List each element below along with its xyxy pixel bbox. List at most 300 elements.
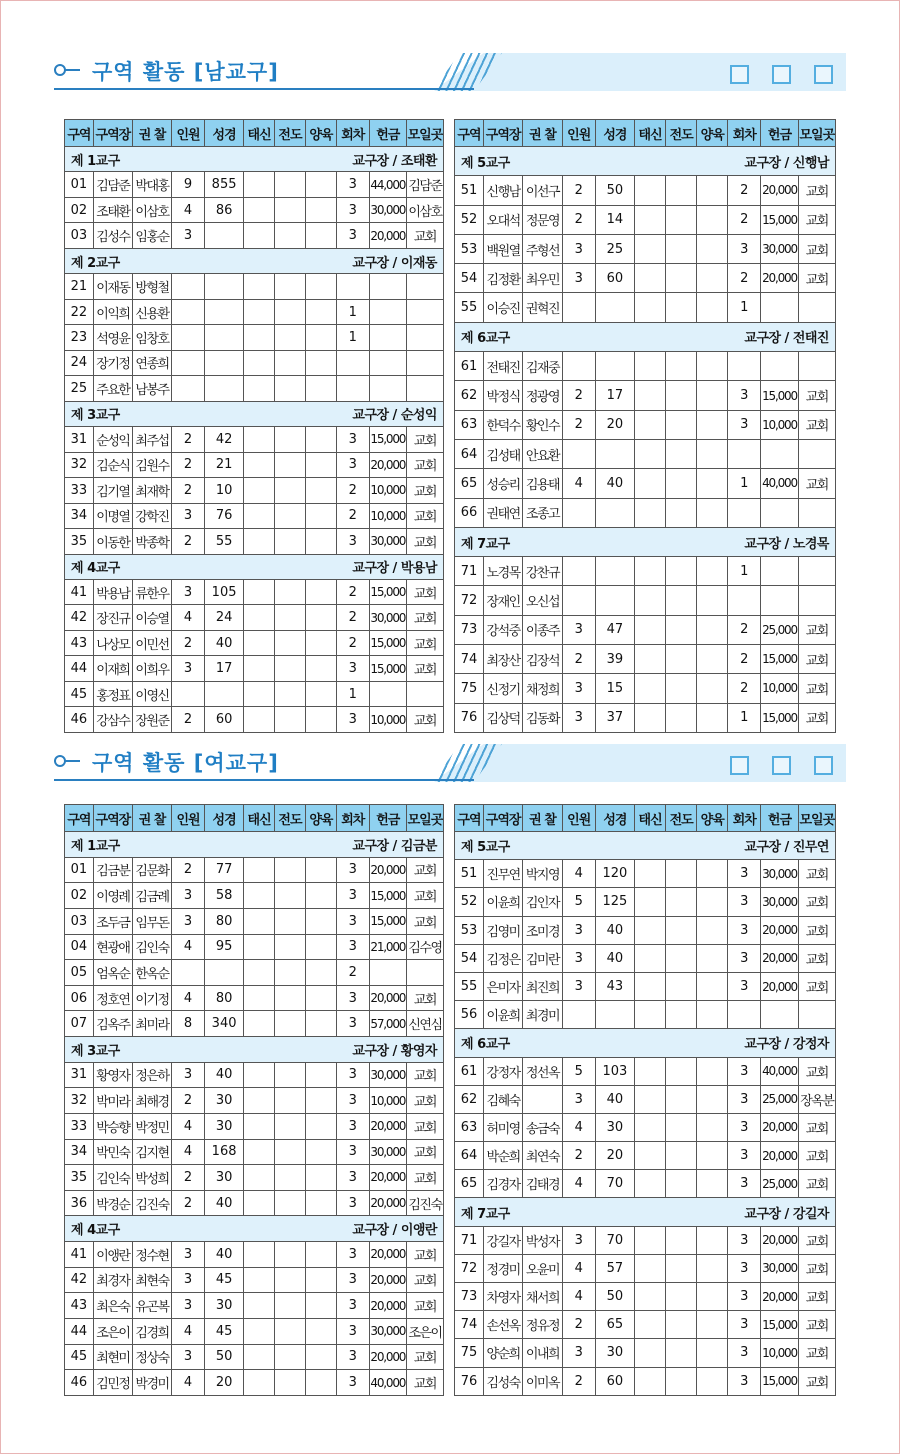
cell-counselor: 임무돈 [132,908,171,934]
cell-area: 71 [455,1226,484,1254]
cell-nurture [305,197,336,222]
cell-bible: 30 [205,1088,244,1114]
cell-members: 3 [562,916,595,944]
cell-nurture [697,645,728,674]
table-row [65,1165,444,1191]
cell-place: 교회 [406,452,443,477]
cell-members: 4 [562,1113,595,1141]
cell-place: 교회 [406,1293,443,1319]
cell-round: 1 [336,299,369,324]
table-men-right [454,119,836,733]
cell-members: 2 [172,529,205,554]
cell-nurture [305,681,336,706]
cell-offering: 15,000 [761,381,798,410]
cell-offering: 30,000 [369,1062,406,1088]
cell-area: 74 [455,1311,484,1339]
cell-area: 06 [65,985,94,1011]
cell-area: 65 [455,1170,484,1198]
cell-bible: 103 [595,1057,634,1085]
cell-nurture [697,1339,728,1367]
cell-evangel [666,674,697,703]
cell-offering: 10,000 [369,503,406,528]
cell-offering: 10,000 [369,1088,406,1114]
cell-bible: 50 [595,1283,634,1311]
cell-nurture [305,883,336,909]
group-row [455,322,836,351]
cell-leader: 최경자 [93,1267,132,1293]
cell-evangel [275,1139,306,1165]
group-name: 제 5교구 [461,840,510,856]
table-row [455,586,836,615]
cell-round: 3 [336,883,369,909]
cell-taeshin [244,1344,275,1370]
cell-bible: 58 [205,883,244,909]
cell-leader: 차영자 [483,1283,522,1311]
cell-evangel [666,944,697,972]
cell-bible: 25 [595,234,634,263]
cell-nurture [305,452,336,477]
group-leader: 교구장 / 전태진 [744,331,829,347]
cell-counselor: 강학진 [132,503,171,528]
cell-evangel [666,176,697,205]
cell-round: 3 [728,916,761,944]
cell-taeshin [635,1001,666,1029]
cell-area: 35 [65,529,94,554]
cell-nurture [697,944,728,972]
bullet-line [64,69,80,71]
cell-evangel [666,1113,697,1141]
cell-place: 교회 [798,1339,835,1367]
cell-offering: 10,000 [761,410,798,439]
cell-nurture [305,1344,336,1370]
cell-leader: 나상모 [93,630,132,655]
cell-counselor: 주형선 [523,234,562,263]
cell-place: 교회 [798,1283,835,1311]
cell-taeshin [244,503,275,528]
cell-round: 3 [336,1011,369,1037]
cell-taeshin [635,469,666,498]
cell-round: 3 [728,1226,761,1254]
cell-place: 교회 [406,1139,443,1165]
table-row [455,645,836,674]
table-row [65,1344,444,1370]
cell-offering: 40,000 [761,469,798,498]
cell-evangel [275,299,306,324]
cell-counselor: 한옥순 [132,960,171,986]
cell-bible: 120 [595,860,634,888]
cell-round [336,376,369,401]
cell-nurture [305,1011,336,1037]
cell-round: 3 [728,410,761,439]
cell-round: 2 [728,645,761,674]
cell-offering: 25,000 [761,1170,798,1198]
cell-nurture [305,274,336,299]
cell-area: 42 [65,605,94,630]
table-row [65,503,444,528]
column-header-members: 인원 [562,120,595,147]
cell-evangel [275,1267,306,1293]
cell-leader: 성승리 [483,469,522,498]
cell-counselor: 채서희 [523,1283,562,1311]
cell-counselor: 안요환 [523,439,562,468]
cell-bible: 40 [205,1062,244,1088]
cell-area: 32 [65,1088,94,1114]
cell-round: 1 [336,681,369,706]
cell-offering: 40,000 [369,1370,406,1396]
cell-members: 9 [172,172,205,197]
cell-bible: 30 [205,1165,244,1191]
cell-leader: 한덕수 [483,410,522,439]
cell-counselor: 임홍순 [132,223,171,248]
table-row [455,674,836,703]
cell-members: 3 [562,674,595,703]
table-row [65,1370,444,1396]
cell-members: 5 [562,1057,595,1085]
cell-taeshin [244,1113,275,1139]
cell-taeshin [635,1339,666,1367]
cell-round: 3 [336,1062,369,1088]
cell-members [172,376,205,401]
cell-bible [205,299,244,324]
cell-bible: 45 [205,1267,244,1293]
cell-offering: 20,000 [761,1142,798,1170]
cell-leader: 김상덕 [483,703,522,732]
cell-evangel [275,1165,306,1191]
cell-area: 76 [455,1367,484,1395]
column-header-round: 회차 [728,805,761,832]
cell-area: 62 [455,381,484,410]
cell-place: 교회 [798,176,835,205]
cell-counselor: 이삼호 [132,197,171,222]
cell-offering: 20,000 [761,944,798,972]
cell-leader: 박경순 [93,1190,132,1216]
cell-round: 3 [728,1311,761,1339]
cell-members: 2 [562,410,595,439]
cell-nurture [697,205,728,234]
cell-counselor: 조미경 [523,916,562,944]
cell-bible: 40 [595,916,634,944]
cell-offering: 30,000 [369,1139,406,1165]
table-row [455,293,836,322]
column-header-bible: 성경 [595,805,634,832]
cell-bible: 40 [205,1190,244,1216]
square-icon [730,756,749,775]
cell-place: 교회 [798,1057,835,1085]
cell-members [562,557,595,586]
cell-nurture [305,1113,336,1139]
column-header-nurture: 양육 [305,805,336,832]
cell-bible [595,498,634,527]
cell-offering: 20,000 [369,1267,406,1293]
table-row [455,176,836,205]
table-row [65,857,444,883]
cell-counselor: 연종희 [132,350,171,375]
table-row [455,1057,836,1085]
cell-nurture [697,586,728,615]
group-name: 제 3교구 [71,408,120,424]
cell-leader: 김기열 [93,478,132,503]
cell-counselor: 송금숙 [523,1113,562,1141]
cell-taeshin [244,908,275,934]
cell-place: 교회 [798,888,835,916]
table-row [455,1311,836,1339]
cell-taeshin [244,960,275,986]
cell-place: 교회 [798,674,835,703]
cell-area: 31 [65,1062,94,1088]
bullet-line [64,760,80,762]
cell-bible: 24 [205,605,244,630]
cell-taeshin [635,1057,666,1085]
cell-nurture [697,916,728,944]
cell-leader: 장재인 [483,586,522,615]
cell-members: 4 [172,605,205,630]
cell-evangel [275,172,306,197]
table-row [65,960,444,986]
cell-area: 46 [65,1370,94,1396]
cell-bible [595,293,634,322]
cell-nurture [305,579,336,604]
cell-members: 3 [172,908,205,934]
cell-counselor: 최현숙 [132,1267,171,1293]
cell-taeshin [244,299,275,324]
cell-place: 교회 [406,883,443,909]
cell-counselor [523,1085,562,1113]
table-women-right [454,804,836,1396]
cell-nurture [305,1165,336,1191]
cell-offering: 15,000 [761,1367,798,1395]
cell-round: 1 [336,325,369,350]
group-leader: 교구장 / 황영자 [352,1043,437,1059]
cell-counselor: 정선옥 [523,1057,562,1085]
cell-nurture [697,1254,728,1282]
cell-round: 3 [336,707,369,733]
cell-counselor: 황인수 [523,410,562,439]
cell-round: 3 [728,1367,761,1395]
cell-counselor: 박성자 [523,1226,562,1254]
header-rule [54,779,474,781]
cell-offering: 30,000 [369,1318,406,1344]
cell-taeshin [635,410,666,439]
cell-nurture [305,172,336,197]
cell-place [798,352,835,381]
cell-leader: 이앵란 [93,1242,132,1268]
table-men-left [64,119,444,733]
cell-place: 김담준 [406,172,443,197]
cell-offering: 20,000 [761,264,798,293]
table-row [455,1170,836,1198]
cell-counselor: 김용태 [523,469,562,498]
cell-bible: 60 [595,264,634,293]
cell-bible: 340 [205,1011,244,1037]
cell-round: 3 [728,944,761,972]
column-header-offering: 헌금 [761,120,798,147]
table-row [65,681,444,706]
cell-leader: 김금분 [93,857,132,883]
cell-taeshin [244,605,275,630]
cell-place: 교회 [798,645,835,674]
cell-round: 3 [336,1242,369,1268]
cell-counselor: 유곤복 [132,1293,171,1319]
cell-leader: 박순희 [483,1142,522,1170]
cell-taeshin [244,1139,275,1165]
cell-round: 2 [728,674,761,703]
cell-leader: 김성태 [483,439,522,468]
cell-offering: 15,000 [761,645,798,674]
cell-area: 61 [455,352,484,381]
cell-bible: 14 [595,205,634,234]
cell-leader: 정호연 [93,985,132,1011]
cell-round: 3 [336,427,369,452]
group-cell [65,554,444,579]
group-leader: 교구장 / 조태환 [352,153,437,169]
cell-round [728,439,761,468]
cell-offering: 25,000 [761,615,798,644]
cell-offering: 30,000 [761,860,798,888]
cell-leader: 최장산 [483,645,522,674]
cell-place: 교회 [406,1165,443,1191]
cell-taeshin [244,376,275,401]
cell-place: 교회 [406,1344,443,1370]
cell-place: 교회 [798,860,835,888]
cell-place: 교회 [798,1170,835,1198]
cell-members: 3 [562,234,595,263]
cell-taeshin [635,1254,666,1282]
cell-members: 2 [172,630,205,655]
cell-members: 3 [562,972,595,1000]
cell-nurture [697,1170,728,1198]
cell-counselor: 최주섭 [132,427,171,452]
cell-round: 3 [336,197,369,222]
cell-members: 4 [172,1139,205,1165]
cell-offering: 15,000 [369,427,406,452]
cell-place [406,681,443,706]
cell-offering: 10,000 [369,478,406,503]
column-header-members: 인원 [172,805,205,832]
cell-round: 3 [728,1254,761,1282]
table-row [65,883,444,909]
cell-evangel [666,264,697,293]
cell-counselor: 박종학 [132,529,171,554]
group-leader: 교구장 / 강길자 [744,1206,829,1222]
cell-members: 3 [172,883,205,909]
cell-bible: 86 [205,197,244,222]
cell-taeshin [244,172,275,197]
cell-bible [595,352,634,381]
cell-evangel [666,205,697,234]
cell-area: 51 [455,176,484,205]
cell-bible: 30 [595,1339,634,1367]
cell-taeshin [244,656,275,681]
table-row [65,985,444,1011]
cell-members [562,352,595,381]
cell-members: 3 [172,503,205,528]
table-row [455,1113,836,1141]
cell-offering: 15,000 [369,579,406,604]
column-header-members: 인원 [562,805,595,832]
cell-members: 4 [172,1370,205,1396]
cell-offering: 20,000 [761,176,798,205]
table-row [455,1254,836,1282]
cell-area: 53 [455,916,484,944]
table-row [65,427,444,452]
cell-leader: 이윤희 [483,888,522,916]
table-row [65,223,444,248]
cell-area: 41 [65,579,94,604]
group-cell [455,1029,836,1057]
cell-nurture [305,960,336,986]
cell-counselor: 방형철 [132,274,171,299]
cell-place: 교회 [798,944,835,972]
cell-counselor: 오윤미 [523,1254,562,1282]
cell-taeshin [635,1226,666,1254]
cell-members [172,274,205,299]
cell-place: 교회 [798,1254,835,1282]
column-header-counselor: 권 찰 [132,120,171,147]
cell-nurture [305,605,336,630]
table-row [455,264,836,293]
cell-offering: 15,000 [369,630,406,655]
cell-nurture [697,352,728,381]
cell-taeshin [635,352,666,381]
column-header-area: 구역 [455,120,484,147]
cell-nurture [305,350,336,375]
cell-evangel [666,615,697,644]
cell-members: 2 [562,645,595,674]
cell-nurture [305,325,336,350]
table-row [455,860,836,888]
cell-taeshin [635,234,666,263]
cell-place [406,376,443,401]
square-icon [772,65,791,84]
square-icon [814,756,833,775]
table-row [65,707,444,733]
cell-place [406,350,443,375]
cell-leader: 강정자 [483,1057,522,1085]
cell-area: 51 [455,860,484,888]
cell-evangel [275,503,306,528]
cell-bible: 17 [595,381,634,410]
cell-area: 32 [65,452,94,477]
cell-bible: 21 [205,452,244,477]
cell-members: 8 [172,1011,205,1037]
cell-round: 3 [728,1339,761,1367]
cell-leader: 현광애 [93,934,132,960]
table-row [455,703,836,732]
cell-members: 2 [562,1142,595,1170]
cell-bible: 17 [205,656,244,681]
cell-round: 3 [336,934,369,960]
cell-area: 24 [65,350,94,375]
group-name: 제 5교구 [461,155,510,171]
cell-leader: 강삼수 [93,707,132,733]
table-row [65,656,444,681]
cell-bible: 65 [595,1311,634,1339]
cell-area: 45 [65,1344,94,1370]
cell-place [406,325,443,350]
cell-members: 3 [172,1062,205,1088]
cell-round: 3 [728,860,761,888]
cell-offering [369,350,406,375]
cell-evangel [666,1283,697,1311]
cell-offering [369,376,406,401]
cell-leader: 권태연 [483,498,522,527]
cell-area: 43 [65,630,94,655]
table-row [455,410,836,439]
cell-taeshin [635,586,666,615]
table-women-left [64,804,444,1396]
cell-bible: 20 [595,1142,634,1170]
cell-counselor: 이미옥 [523,1367,562,1395]
